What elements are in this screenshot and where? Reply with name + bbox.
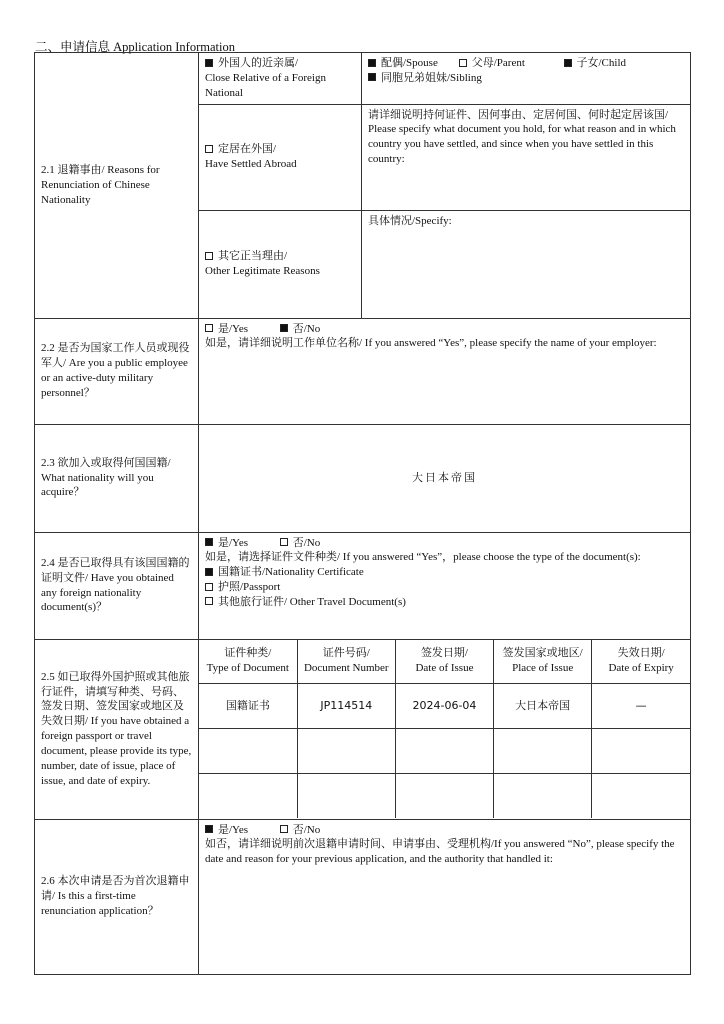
table-row (199, 684, 690, 729)
q25-label: 2.5 如已取得外国护照或其他旅行证件，请填写种类、号码、签发日期、签发国家或地区及失效日期/ If you have obtained a foreign passport or travel document, please provide its type, number, date of issue, place of issue, and date of expiry. (35, 639, 199, 819)
settled-abroad-checkbox-icon[interactable] (205, 145, 213, 153)
doc-type-value[interactable] (199, 729, 297, 774)
q26-label: 2.6 本次申请是否为首次退籍申请/ Is this a first-time renunciation application？ (35, 819, 199, 974)
q26-no-checkbox-icon[interactable] (280, 825, 288, 833)
q21-label: 2.1 退籍事由/ Reasons for Renunciation of Chinese Nationality (35, 53, 199, 319)
settled-abroad-explain[interactable]: 请详细说明持何证件、因何事由、定居何国、何时起定居该国/ Please specify what document you hold, for what reason and in which country you have settled, and since when you have settled in this country: (362, 104, 691, 210)
q26-yes-option[interactable]: 是/Yes (205, 823, 277, 838)
child-checkbox-icon[interactable] (564, 59, 572, 67)
q23-label: 2.3 欲加入或取得何国国籍/ What nationality will you acquire？ (35, 424, 199, 532)
q26-yes-checkbox-icon[interactable] (205, 825, 213, 833)
option-spouse[interactable]: 配偶/Spouse (368, 56, 456, 71)
issue-date-value[interactable] (395, 774, 493, 818)
q26-answer-cell (199, 819, 691, 974)
expiry-date-value[interactable] (592, 729, 690, 774)
settled-abroad-label-en: Have Settled Abroad (205, 158, 297, 171)
other-reasons-label-cn: 其它正当理由/ (218, 250, 288, 263)
place-of-issue-value[interactable]: 大日本帝国 (494, 684, 592, 729)
document-details-table (199, 640, 690, 818)
other-reasons-cell (199, 210, 362, 318)
issue-date-value[interactable] (395, 729, 493, 774)
section-title: 二、申请信息 Application Information (35, 40, 235, 54)
option-parent[interactable]: 父母/Parent (459, 56, 561, 71)
close-relative-label-en: Close Relative of a Foreign National (205, 71, 326, 99)
document-header-row (199, 640, 690, 684)
place-of-issue-value[interactable] (494, 729, 592, 774)
issue-date-value[interactable]: 2024-06-04 (395, 684, 493, 729)
q22-note: 如是，请详细说明工作单位名称/ If you answered “Yes”, please specify the name of your employer: (205, 337, 657, 350)
place-of-issue-value[interactable] (494, 774, 592, 818)
q24-yes-checkbox-icon[interactable] (205, 538, 213, 546)
other-reasons-label-en: Other Legitimate Reasons (205, 265, 320, 278)
header-issue-date: 签发日期/ Date of Issue (395, 640, 493, 684)
q22-yes-checkbox-icon[interactable] (205, 324, 213, 332)
close-relative-label-cn: 外国人的近亲属/ (218, 57, 299, 69)
header-expiry-date: 失效日期/ Date of Expiry (592, 640, 690, 684)
doc-passport[interactable]: 护照/Passport (205, 580, 684, 595)
spouse-checkbox-icon[interactable] (368, 59, 376, 67)
q24-no-checkbox-icon[interactable] (280, 538, 288, 546)
doc-type-value[interactable]: 国籍证书 (199, 684, 297, 729)
expiry-date-value[interactable] (592, 774, 690, 818)
q24-answer-cell (199, 532, 691, 639)
doc-other-travel[interactable]: 其他旅行证件/ Other Travel Document(s) (205, 595, 684, 610)
q26-note: 如否，请详细说明前次退籍申请时间、申请事由、受理机构/If you answered “No”, please specify the date and reason for your previous application, and the authority that handled it: (205, 838, 675, 866)
settled-abroad-label-cn: 定居在外国/ (218, 143, 277, 156)
option-sibling[interactable]: 同胞兄弟姐妹/Sibling (368, 71, 684, 86)
doc-number-value[interactable]: JP114514 (297, 684, 395, 729)
header-number: 证件号码/ Document Number (297, 640, 395, 684)
relative-options-cell (362, 53, 691, 105)
header-place-of-issue: 签发国家或地区/ Place of Issue (494, 640, 592, 684)
q22-label: 2.2 是否为国家工作人员或现役军人/ Are you a public employee or an active-duty military personnel？ (35, 318, 199, 424)
close-relative-checkbox-icon[interactable] (205, 59, 213, 67)
doc-number-value[interactable] (297, 774, 395, 818)
doc-nationality-cert[interactable]: 国籍证书/Nationality Certificate (205, 565, 684, 580)
application-info-table (34, 52, 691, 975)
q24-no-option[interactable]: 否/No (280, 536, 321, 551)
other-reasons-specify[interactable]: 具体情况/Specify: (362, 210, 691, 318)
q24-label: 2.4 是否已取得具有该国国籍的证明文件/ Have you obtained any foreign nationality document(s)？ (35, 532, 199, 639)
parent-checkbox-icon[interactable] (459, 59, 467, 67)
q22-no-checkbox-icon[interactable] (280, 324, 288, 332)
doc-number-value[interactable] (297, 729, 395, 774)
doc-type-value[interactable] (199, 774, 297, 818)
passport-checkbox-icon[interactable] (205, 583, 213, 591)
option-child[interactable]: 子女/Child (564, 56, 627, 71)
settled-abroad-cell (199, 104, 362, 210)
header-type: 证件种类/ Type of Document (199, 640, 297, 684)
nationality-cert-checkbox-icon[interactable] (205, 568, 213, 576)
close-relative-cell (199, 53, 362, 105)
q24-note: 如是，请选择证件文件种类/ If you answered “Yes”，please choose the type of the document(s): (205, 551, 641, 564)
table-row (199, 729, 690, 774)
expiry-date-value[interactable]: — (592, 684, 690, 729)
table-row (199, 774, 690, 818)
q24-yes-option[interactable]: 是/Yes (205, 536, 277, 551)
other-travel-checkbox-icon[interactable] (205, 597, 213, 605)
other-reasons-checkbox-icon[interactable] (205, 252, 213, 260)
q22-yes-option[interactable]: 是/Yes (205, 322, 277, 337)
sibling-checkbox-icon[interactable] (368, 73, 376, 81)
nationality-answer[interactable]: 大日本帝国 (199, 424, 691, 532)
q22-no-option[interactable]: 否/No (280, 322, 321, 337)
q25-document-grid-cell (199, 639, 691, 819)
q26-no-option[interactable]: 否/No (280, 823, 321, 838)
q22-answer-cell (199, 318, 691, 424)
